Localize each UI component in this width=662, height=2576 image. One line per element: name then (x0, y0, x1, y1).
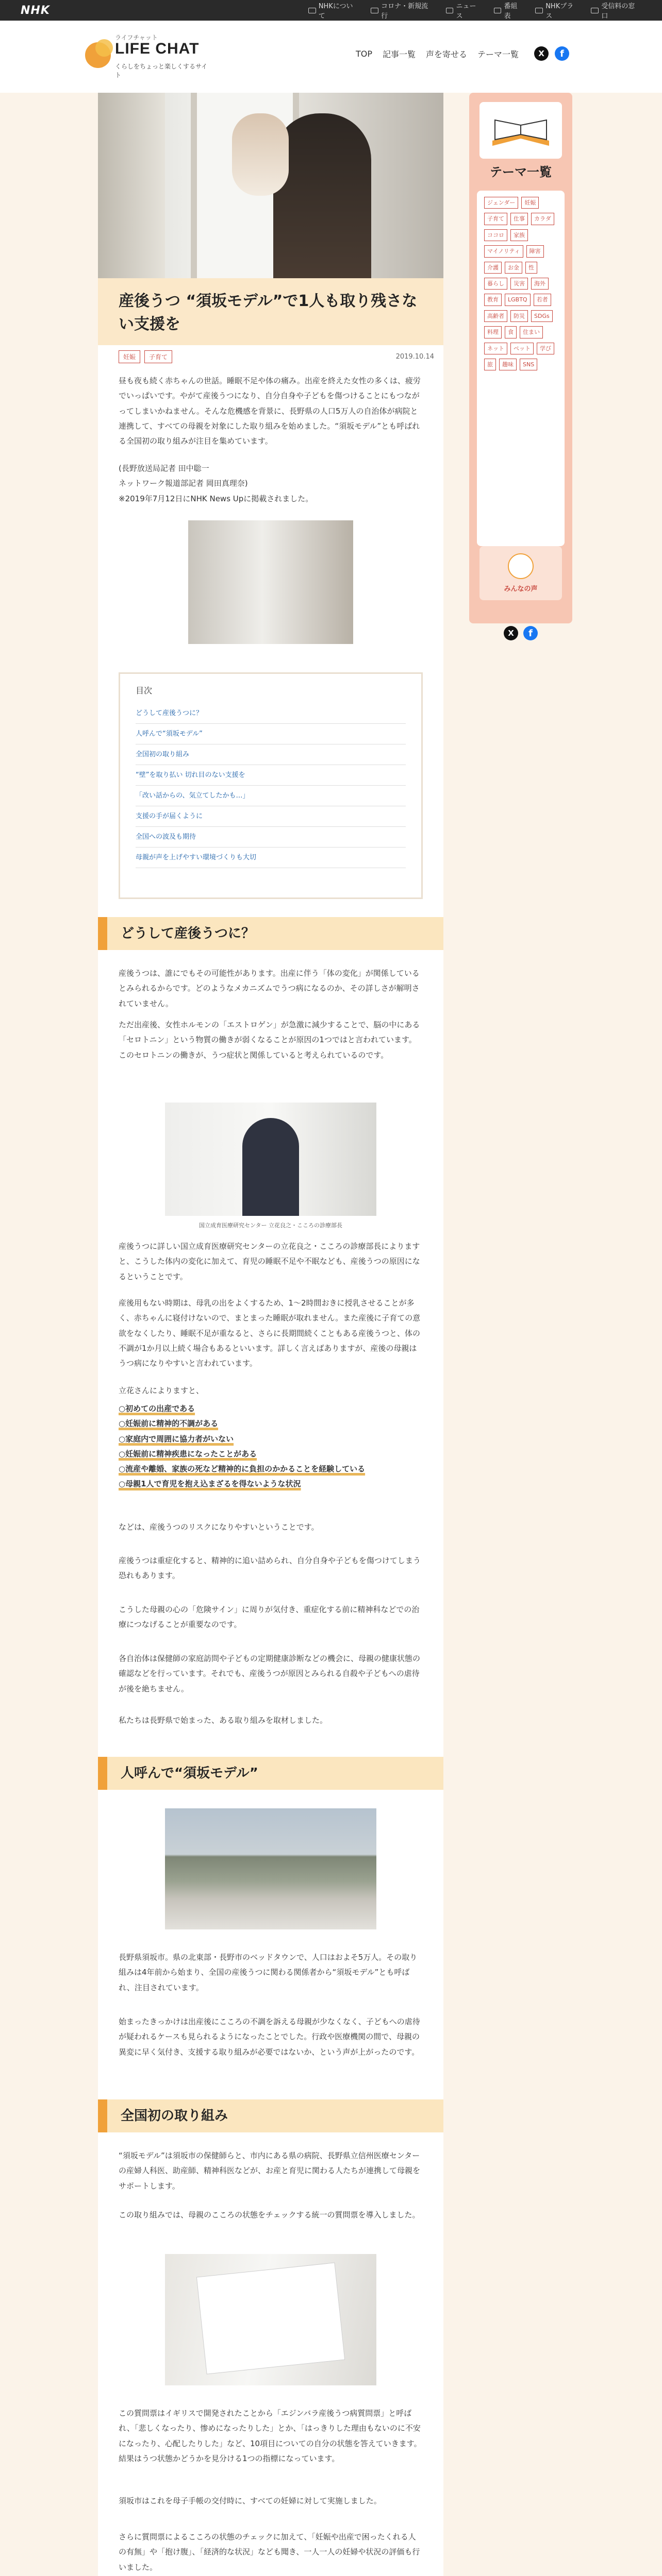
theme-tag[interactable]: ネット (484, 343, 507, 354)
theme-tag[interactable]: SDGs (531, 310, 553, 322)
paragraph: 産後うつに詳しい国立成育医療研究センターの立花良之・こころの診療部長によりますと、こうした体内の変化に加えて、育児の睡眠不足や不眠なども、産後うつの原因になるということです。 (119, 1242, 420, 1281)
toc-link[interactable]: 全国初の取り組み (136, 744, 406, 765)
paragraph: 始まったきっかけは出産後にこころの不調を訴える母親が少なくなく、子どもへの虐待が疑われるケースも見られるようになったことでした。行政や医療機関の間で、母親の異変に早く気付き、支援する取り組みが必要ではないか、という声が上がったのです。 (119, 2017, 420, 2057)
theme-tag[interactable]: お金 (505, 262, 522, 274)
nhk-global-links (308, 1, 641, 20)
publish-date: 2019.10.14 (395, 353, 434, 361)
theme-tag[interactable]: マイノリティ (484, 245, 523, 257)
credit: (長野放送局記者 田中聡一 ネットワーク報道部記者 岡田真理奈) ※2019年7月12日にNHK News Upに掲載されました。 (119, 464, 313, 503)
site-header (0, 21, 662, 93)
news-icon (446, 8, 454, 13)
theme-tag[interactable]: 料理 (484, 326, 502, 338)
paragraph: 須坂市はこれを母子手帳の交付時に、すべての妊婦に対して実施しました。 (119, 2496, 382, 2505)
article (98, 93, 443, 2576)
plus-icon (535, 8, 543, 13)
theme-tag[interactable]: 高齢者 (484, 310, 507, 322)
theme-tag[interactable]: 旅 (484, 359, 496, 370)
facebook-share-icon[interactable]: f (555, 46, 569, 61)
paragraph: 立花さんによりますと、 (119, 1386, 204, 1395)
link-icon (308, 8, 316, 13)
theme-tag[interactable]: 子育て (484, 213, 507, 225)
link-icon (371, 8, 378, 13)
theme-tag-list (477, 191, 565, 546)
toc-link[interactable]: 支援の手が届くように (136, 806, 406, 827)
logo-tagline: くらしをちょっと楽しくするサイト (115, 63, 208, 79)
risk-item: ○家庭内で周囲に協力者がいない (119, 1434, 234, 1444)
paragraph: 長野県須坂市。県の北東部・長野市のベッドタウンで、人口はおよそ5万人。その取り組みは4年前から始まり、全国の産後うつに関わる関係者から“須坂モデル”とも呼ばれ、注目されています。 (119, 1953, 418, 1992)
paragraph: この質問票はイギリスで開発されたことから「エジンバラ産後うつ病質問票」と呼ばれ、「悲しくなったり、惨めになったりした」とか、「はっきりした理由もないのに不安になったり、心配したりした」など、10項目についての自分の状態を答えていきます。結果はうつ状態かどうかを見分ける1つの指標になっています。 (119, 2409, 422, 2463)
nav-top[interactable]: TOP (356, 48, 373, 59)
global-link[interactable]: ニュース (446, 1, 483, 20)
fee-icon (591, 8, 599, 13)
theme-tag[interactable]: 海外 (531, 278, 549, 290)
theme-tag[interactable]: 教育 (484, 294, 502, 306)
theme-tag[interactable]: 性 (525, 262, 537, 274)
global-link[interactable]: コロナ・新規流行 (371, 1, 434, 20)
photo-caption: 国立成育医療研究センター 立花良之・こころの診療部長 (198, 1222, 343, 1229)
risk-item: ○母親1人で育児を抱え込まざるを得ないような状況 (119, 1479, 301, 1489)
toc-link[interactable]: 人呼んで“須坂モデル” (136, 724, 406, 744)
paragraph: などは、産後うつのリスクになりやすいということです。 (119, 1522, 319, 1532)
sidebar-title: テーマ一覧 (490, 165, 552, 179)
facebook-share-icon[interactable]: f (523, 626, 538, 640)
section-heading: どうして産後うつに？ (98, 917, 443, 950)
logo-mark-icon (85, 42, 111, 68)
toc-link[interactable]: “壁”を取り払い 切れ目のない支援を (136, 765, 406, 786)
toc-title: 目次 (136, 686, 153, 696)
section-heading: 全国初の取り組み (98, 2099, 443, 2132)
tag-link[interactable]: 子育て (144, 350, 172, 363)
theme-tag[interactable]: 介護 (484, 262, 502, 274)
theme-tag[interactable]: 食 (505, 326, 517, 338)
theme-tag[interactable]: ペット (510, 343, 534, 354)
theme-tag[interactable]: 災害 (510, 278, 528, 290)
theme-tag[interactable]: 暮らし (484, 278, 507, 290)
x-share-icon[interactable]: X (504, 626, 518, 640)
nhk-logo[interactable]: NHK (21, 4, 50, 17)
theme-tag[interactable]: 家族 (510, 229, 528, 241)
theme-tag[interactable]: ジェンダー (484, 197, 518, 209)
theme-tag[interactable]: ココロ (484, 229, 507, 241)
nav-themes[interactable]: テーマ一覧 (477, 49, 519, 59)
theme-tag[interactable]: 仕事 (510, 213, 528, 225)
book-icon (487, 110, 554, 151)
theme-tag[interactable]: 趣味 (499, 359, 517, 370)
mascot-icon (508, 553, 534, 579)
theme-tag[interactable]: 若者 (534, 294, 551, 306)
global-link[interactable]: 番組表 (494, 1, 524, 20)
nav-articles[interactable]: 記事一覧 (383, 49, 416, 59)
global-link[interactable]: 受信料の窓口 (591, 1, 641, 20)
x-share-icon[interactable]: X (534, 46, 549, 61)
risk-list (119, 1401, 423, 1492)
lifechat-logo[interactable] (85, 33, 209, 84)
banner-label: みんなの声 (504, 585, 538, 593)
paragraph: 産後用もない時期は、母乳の出をよくするため、1〜2時間おきに授乳させることが多く、赤ちゃんに寝付けないので、まとまった睡眠が取れません。また産後に子育ての意欲をなくしたり、睡眠不足が重なると、さらに長期間続くこともある産後うつと、体の不調が1か月以上続く場合もあるといいます。詳しく言えばありますが、産後の母親はうつ病になりやすいと言われています。 (119, 1298, 421, 1368)
global-nav (356, 46, 569, 61)
theme-sidebar (469, 93, 572, 623)
hero-image (98, 93, 443, 278)
tag-link[interactable]: 妊娠 (119, 350, 140, 363)
table-of-contents (119, 672, 423, 899)
theme-illustration (479, 102, 562, 159)
paragraph: 産後うつは、誰にでもその可能性があります。出産に伴う「体の変化」が関係しているとみられるからです。どのようなメカニズムでうつ病になるのか、その詳しさが解明されていません。 (119, 969, 420, 1008)
section-heading: 人呼んで“須坂モデル” (98, 1757, 443, 1790)
toc-link[interactable]: 全国への波及も期待 (136, 827, 406, 848)
doctor-photo (165, 1103, 376, 1216)
paragraph: 産後うつは重症化すると、精神的に追い詰められ、自分自身や子どもを傷つけてしまう恐れもあります。 (119, 1556, 421, 1581)
global-link[interactable]: NHKについて (308, 1, 359, 20)
theme-tag[interactable]: 防災 (510, 310, 528, 322)
article-title-box (98, 278, 443, 345)
sidebar-sns (469, 626, 572, 640)
header-sns (534, 46, 569, 61)
suzaka-city-photo (165, 1808, 376, 1929)
voice-banner[interactable] (479, 546, 562, 600)
global-link[interactable]: NHKプラス (535, 1, 580, 20)
logo-title: LIFE CHAT (115, 40, 200, 57)
theme-tag[interactable]: 住まい (520, 326, 543, 338)
lead-paragraph: 昼も夜も続く赤ちゃんの世話。睡眠不足や体の痛み。出産を終えた女性の多くは、疲労でいっぱいです。やがて産後うつになり、自分自身や子どもを傷つけることにもつながってしまいかねません。そんな危機感を背景に、長野県の人口5万人の自治体が病院と連携して、すべての母親を対象にした取り組みを始めました。“須坂モデル”とも呼ばれる全国初の取り組みが注目を集めています。 (119, 376, 421, 446)
paragraph: 私たちは長野県で始まった、ある取り組みを取材しました。 (119, 1716, 328, 1725)
theme-tag[interactable]: 障害 (526, 245, 544, 257)
nhk-global-bar (0, 0, 662, 21)
theme-tag[interactable]: 妊娠 (521, 197, 539, 209)
toc-link[interactable]: 「改い話からの、気立てしたかも…」 (136, 786, 406, 806)
risk-item: ○初めての出産である (119, 1404, 195, 1413)
paragraph: ただ出産後、女性ホルモンの「エストロゲン」が急激に減少することで、脳の中にある「セロトニン」という物質の働きが弱くなることが原因の1つではと言われています。このセロトニンの働きが、うつ症状と関係していると考えられているのです。 (119, 1020, 420, 1060)
mother-child-photo (188, 520, 353, 644)
program-icon (494, 8, 502, 13)
risk-item: ○妊娠前に精神疾患になったことがある (119, 1449, 257, 1459)
toc-link[interactable]: どうして産後うつに？ (136, 703, 406, 724)
theme-tag[interactable]: 学び (537, 343, 554, 354)
risk-item: ○妊娠前に精神的不調がある (119, 1419, 219, 1429)
paragraph: さらに質問票によるこころの状態のチェックに加えて、「妊娠や出産で困ったくれる人の有無」や「抱け腹」、「経済的な状況」なども聞き、一人一人の妊婦や状況の評価も行いました。 (119, 2532, 420, 2572)
paragraph: “須坂モデル”は須坂市の保健師らと、市内にある県の病院、長野県立信州医療センターの産婦人科医、助産師、精神科医などが、お産と育児に関わる人たちが連携して母親をサポートします。 (119, 2151, 421, 2191)
paragraph: こうした母親の心の「危険サイン」に周りが気付き、重症化する前に精神科などでの治療につなげることが重要なのです。 (119, 1605, 420, 1630)
toc-link[interactable]: 母親が声を上げやすい環境づくりも大切 (136, 848, 406, 868)
article-title: 産後うつ “須坂モデル”で1人も取り残さない支援を (119, 292, 418, 333)
questionnaire-photo (165, 2254, 376, 2385)
nav-voice[interactable]: 声を寄せる (426, 49, 468, 59)
theme-tag[interactable]: LGBTQ (505, 294, 531, 306)
logo-ruby: ライフチャット (115, 34, 158, 41)
risk-item: ○流産や離婚、家族の死など精神的に負担のかかることを経験している (119, 1464, 366, 1473)
paragraph: この取り組みでは、母親のこころの状態をチェックする統一の質問票を導入しました。 (119, 2210, 420, 2219)
theme-tag[interactable]: SNS (520, 359, 537, 370)
theme-tag[interactable]: カラダ (531, 213, 554, 225)
paragraph: 各自治体は保健師の家庭訪問や子どもの定期健康診断などの機会に、母親の健康状態の確認などを行っています。それでも、産後うつが原因とみられる自殺や子どもへの虐待が後を絶ちません。 (119, 1654, 421, 1693)
article-tags (119, 350, 172, 363)
